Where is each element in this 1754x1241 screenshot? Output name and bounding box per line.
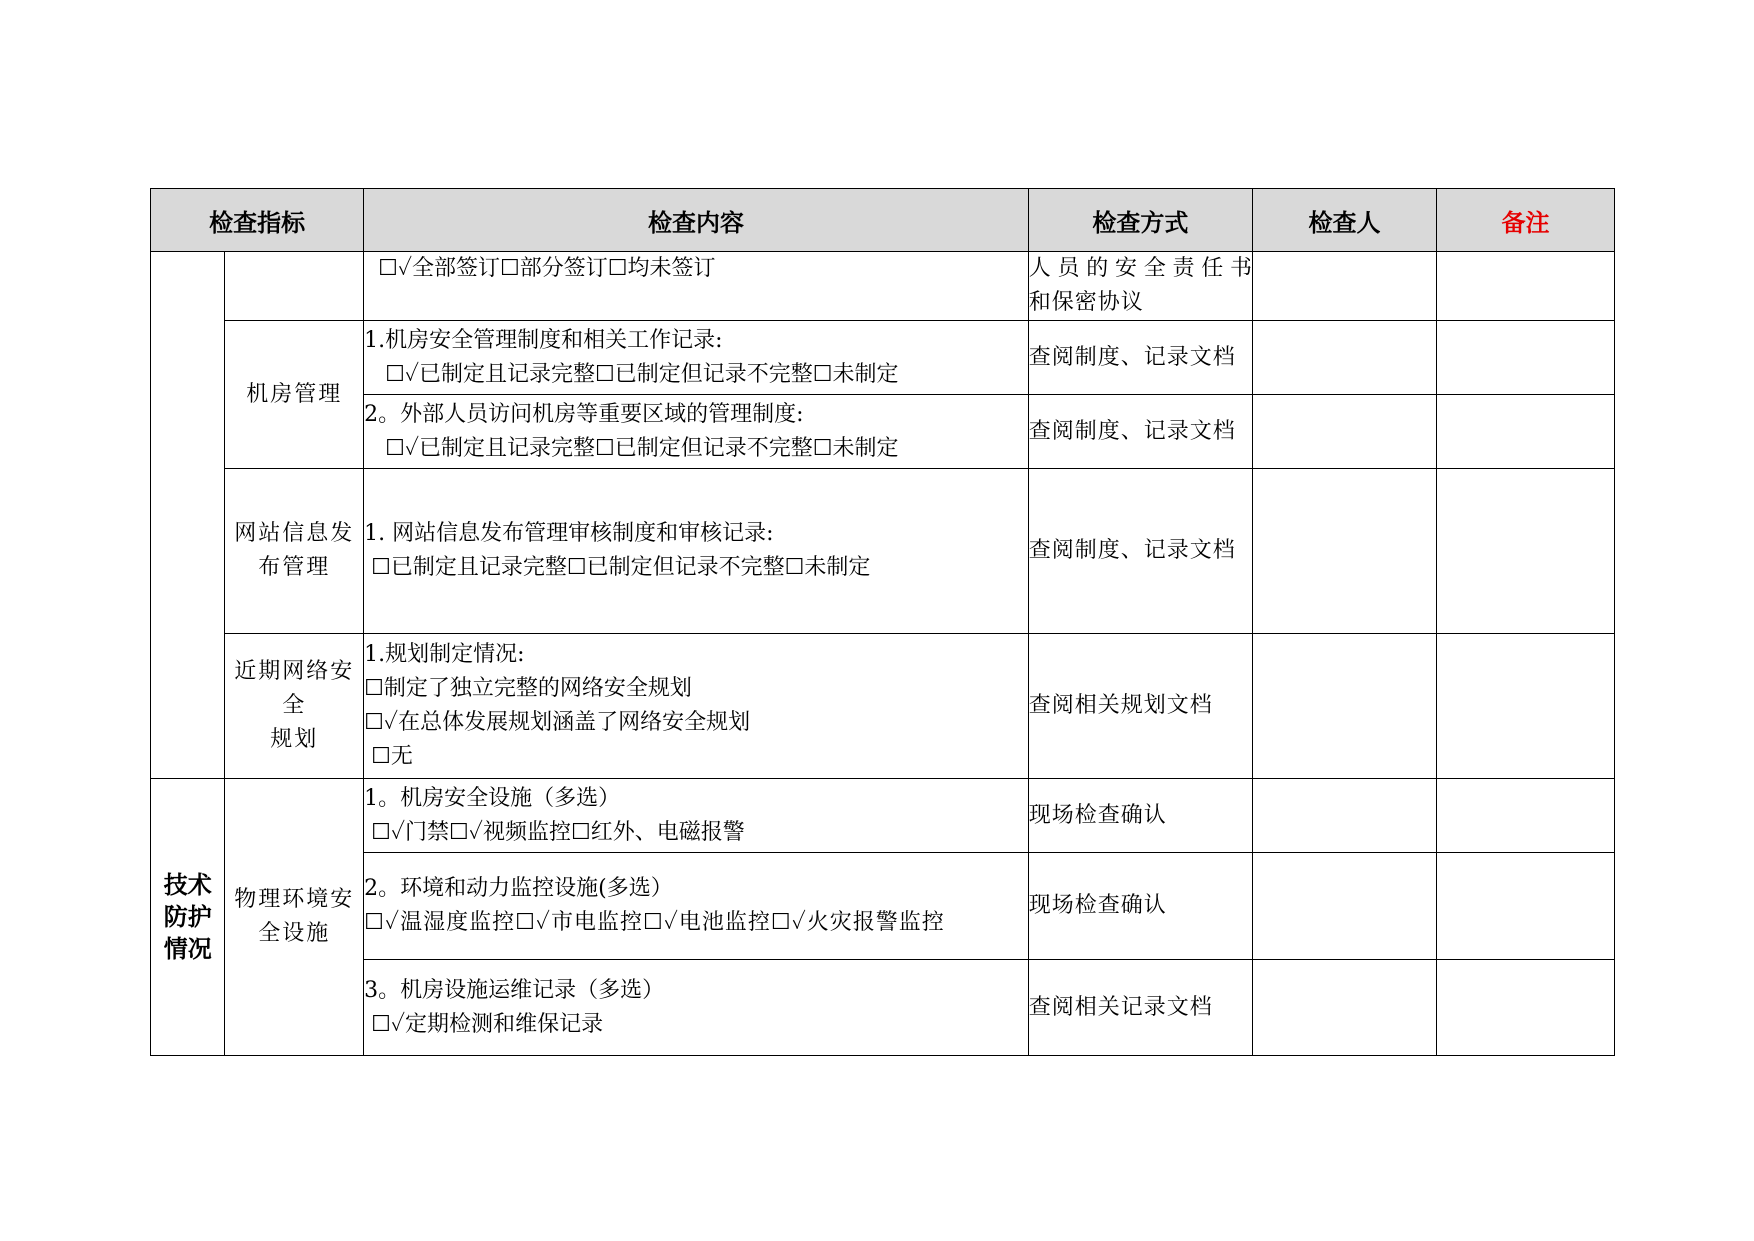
- remark-cell[interactable]: [1437, 395, 1615, 469]
- method-cell: 现场检查确认: [1028, 779, 1252, 853]
- remark-cell[interactable]: [1437, 321, 1615, 395]
- header-content: 检查内容: [364, 189, 1029, 252]
- method-line: 人员的安全责任书: [1028, 256, 1252, 281]
- subcategory-cell-empty: [225, 252, 364, 321]
- method-cell: 查阅制度、记录文档: [1028, 395, 1252, 469]
- table-row: [151, 395, 1615, 469]
- content-line: ☐✓已制定且记录完整☐已制定但记录不完整☐未制定: [364, 435, 899, 461]
- table-row: [151, 469, 1615, 634]
- inspector-cell[interactable]: [1253, 853, 1437, 960]
- remark-cell[interactable]: [1437, 779, 1615, 853]
- inspector-cell[interactable]: [1253, 395, 1437, 469]
- content-line: 2。外部人员访问机房等重要区域的管理制度:: [364, 401, 804, 427]
- header-row: [151, 189, 1615, 252]
- content-line: 1。机房安全设施（多选）: [364, 785, 621, 811]
- inspector-cell[interactable]: [1253, 252, 1437, 321]
- content-cell: [364, 779, 1029, 853]
- content-cell: [364, 469, 1029, 634]
- content-line: ☐制定了独立完整的网络安全规划: [364, 676, 692, 701]
- category-label: 防护: [163, 903, 212, 931]
- subcategory-label: 规划: [270, 727, 319, 752]
- header-indicator: 检查指标: [151, 189, 364, 252]
- method-cell: 查阅制度、记录文档: [1028, 469, 1252, 634]
- content-line: ☐无: [364, 744, 413, 769]
- subcategory-label: 全设施: [258, 921, 331, 946]
- method-cell: 查阅相关规划文档: [1028, 634, 1252, 779]
- content-line: ☐已制定且记录完整☐已制定但记录不完整☐未制定: [364, 555, 871, 580]
- content-line: ☐✓在总体发展规划涵盖了网络安全规划: [364, 710, 751, 735]
- subcategory-label: 布管理: [258, 555, 331, 580]
- subcategory-label: 网站信息发: [234, 521, 355, 546]
- remark-cell[interactable]: [1437, 634, 1615, 779]
- table-row: [151, 779, 1615, 853]
- subcategory-cell: [225, 321, 364, 469]
- content-line: 2。环境和动力监控设施(多选）: [364, 876, 673, 901]
- content-line: ☐✓定期检测和维保记录: [364, 1011, 604, 1037]
- inspector-cell[interactable]: [1253, 779, 1437, 853]
- header-remark: 备注: [1437, 189, 1615, 252]
- content-line: ☐✓已制定且记录完整☐已制定但记录不完整☐未制定: [364, 361, 899, 387]
- category-label: 情况: [163, 935, 212, 963]
- inspector-cell[interactable]: [1253, 960, 1437, 1056]
- subcategory-label: 物理环境安: [234, 887, 355, 912]
- subcategory-label: 近期网络安: [234, 659, 355, 684]
- content-cell: [364, 395, 1029, 469]
- table-row: [151, 853, 1615, 960]
- content-wrap-text: ☐✓温湿度监控☐✓市电监控☐✓电池监控☐✓火灾报警监控: [364, 910, 945, 935]
- category-cell-empty: [151, 252, 225, 779]
- subcategory-cell: [225, 469, 364, 634]
- header-inspector: 检查人: [1253, 189, 1437, 252]
- table-row: [151, 634, 1615, 779]
- remark-cell[interactable]: [1437, 853, 1615, 960]
- content-line: 3。机房设施运维记录（多选）: [364, 977, 665, 1003]
- inspection-checklist-table: [150, 188, 1615, 1056]
- content-cell: [364, 634, 1029, 779]
- method-cell: [1028, 252, 1252, 321]
- category-label: 技术: [163, 871, 212, 899]
- subcategory-cell: [225, 634, 364, 779]
- remark-cell[interactable]: [1437, 960, 1615, 1056]
- content-line: 1.机房安全管理制度和相关工作记录:: [364, 327, 723, 353]
- method-cell: 现场检查确认: [1028, 853, 1252, 960]
- method-cell: 查阅相关记录文档: [1028, 960, 1252, 1056]
- method-line: 和保密协议: [1028, 290, 1144, 315]
- remark-cell[interactable]: [1437, 252, 1615, 321]
- content-line: ☐✓全部签订☐部分签订☐均未签订: [364, 256, 716, 281]
- content-cell: [364, 853, 1029, 960]
- category-cell: [151, 779, 225, 1056]
- method-cell: 查阅制度、记录文档: [1028, 321, 1252, 395]
- content-line: 1.规划制定情况:: [364, 642, 525, 667]
- table-row: [151, 252, 1615, 321]
- content-cell: [364, 321, 1029, 395]
- table-row: [151, 960, 1615, 1056]
- subcategory-cell: [225, 779, 364, 1056]
- content-line: ☐✓门禁☐✓视频监控☐红外、电磁报警: [364, 819, 745, 845]
- inspector-cell[interactable]: [1253, 321, 1437, 395]
- remark-cell[interactable]: [1437, 469, 1615, 634]
- inspector-cell[interactable]: [1253, 634, 1437, 779]
- content-line: 1. 网站信息发布管理审核制度和审核记录:: [364, 521, 774, 546]
- content-cell: [364, 252, 1029, 321]
- table-row: [151, 321, 1615, 395]
- inspector-cell[interactable]: [1253, 469, 1437, 634]
- header-method: 检查方式: [1028, 189, 1252, 252]
- content-cell: [364, 960, 1029, 1056]
- subcategory-label: 机房管理: [246, 381, 343, 407]
- subcategory-label: 全: [282, 693, 307, 718]
